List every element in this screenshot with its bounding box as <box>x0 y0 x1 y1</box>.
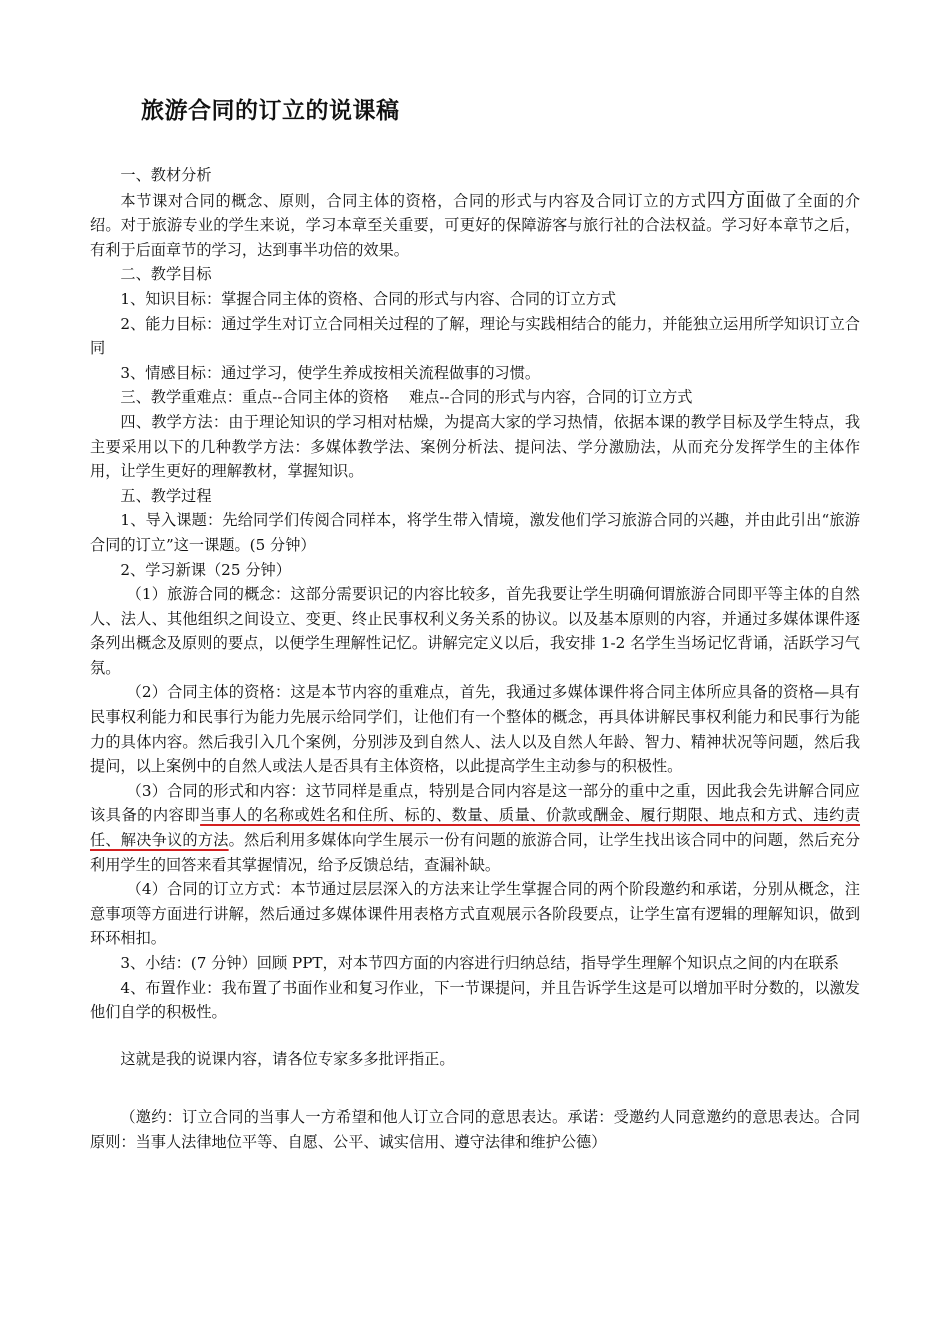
text-segment: （3）合同的形式和内容：这节同样是重点，特别是合同内容是这一部分的重中之重，因此我会先讲解合同应该具备的内容即 <box>90 781 860 825</box>
text-segment: 做了全面的介绍。对于旅游专业的学生来说，学习本章至关重要，可更好的保障游客与旅行社的合法权益。学习好本章节之后，有利于后面章节的学习，达到事半功倍的效果。 <box>90 191 860 259</box>
step-summary: 3、小结：(7 分钟）回顾 PPT，对本节四方面的内容进行归纳总结，指导学生理解个知识点之间的内在联系 <box>120 954 839 972</box>
section-heading-2: 二、教学目标 <box>120 265 212 284</box>
text-segment: 。然后利用多媒体向学生展示一份有问题的旅游合同，让学生找出该合同中的问题，然后充分利用学生的回答来看其掌握情况，给予反馈总结，查漏补缺。 <box>90 831 861 874</box>
closing-remark: 这就是我的说课内容，请各位专家多多批评指正。 <box>120 1049 455 1068</box>
paragraph-material-analysis <box>90 188 860 263</box>
goal-knowledge: 1、知识目标：掌握合同主体的资格、合同的形式与内容、合同的订立方式 <box>120 289 617 308</box>
section-heading-1: 一、教材分析 <box>120 166 212 184</box>
section-key-points: 三、教学重难点：重点--合同主体的资格 难点--合同的形式与内容，合同的订立方式 <box>120 388 693 407</box>
sub-conclusion-method: （4）合同的订立方式：本节通过层层深入的方法来让学生掌握合同的两个阶段邀约和承诺，分别从概念，注意事项等方面进行讲解，然后通过多媒体课件用表格方式直观展示各阶段要点，让学生富有逻辑的理解知识，做到环环相扣。 <box>90 880 860 948</box>
section-methods: 四、教学方法：由于理论知识的学习相对枯燥，为提高大家的学习热情，依据本课的教学目标及学生特点，我主要采用以下的几种教学方法：多媒体教学法、案例分析法、提问法、学分激励法，从而充分发挥学生的主体作用，让学生更好的理解教材，掌握知识。 <box>90 412 860 481</box>
step-homework: 4、布置作业：我布置了书面作业和复习作业，下一节课提问，并且告诉学生这是可以增加平时分数的，以激发他们自学的积极性。 <box>90 978 860 1022</box>
sub-form-content <box>90 779 860 877</box>
document-body <box>90 163 860 1155</box>
section-heading-5: 五、教学过程 <box>120 486 212 505</box>
page-title: 旅游合同的订立的说课稿 <box>141 97 400 124</box>
emphasis-text: 四方面 <box>706 188 766 211</box>
sub-subject-qualification: （2）合同主体的资格：这是本节内容的重难点，首先，我通过多媒体课件将合同主体所应具备的资格—具有民事权利能力和民事行为能力先展示给同学们，让他们有一个整体的概念，再具体讲解民事权利能力和民事行为能力的具体内容。然后我引入几个案例，分别涉及到自然人、法人以及自然人年龄、智力、精神状况等问题，然后我提问，以上案例中的自然人或法人是否具有主体资格，以此提高学生主动参与的积极性。 <box>90 683 860 776</box>
goal-emotion: 3、情感目标：通过学习，使学生养成按相关流程做事的习惯。 <box>120 363 541 382</box>
underlined-text: 当事人的名称或姓名和住所、标的、数量、质量、价款或酬金、履行期限、地点和方式、违约责任、解决争议的方法 <box>90 806 861 850</box>
sub-concept: （1）旅游合同的概念：这部分需要识记的内容比较多，首先我要让学生明确何谓旅游合同即平等主体的自然人、法人、其他组织之间设立、变更、终止民事权利义务关系的协议。以及基本原则的内容，并通过多媒体课件逐条列出概念及原则的要点，以便学生理解性记忆。讲解完定义以后，我安排 1-2 名学生当场记忆背诵，活跃学习气氛。 <box>90 585 860 677</box>
step-introduction: 1、导入课题：先给同学们传阅合同样本，将学生带入情境，激发他们学习旅游合同的兴趣，并由此引出“旅游合同的订立”这一课题。(5 分钟） <box>90 511 860 554</box>
step-new-lesson: 2、学习新课（25 分钟） <box>120 560 291 579</box>
goal-ability: 2、能力目标：通过学生对订立合同相关过程的了解，理论与实践相结合的能力，并能独立运用所学知识订立合同 <box>90 314 860 358</box>
footnote: （邀约：订立合同的当事人一方希望和他人订立合同的意思表达。承诺：受邀约人同意邀约的意思表达。合同原则：当事人法律地位平等、自愿、公平、诚实信用、遵守法律和维护公德） <box>90 1108 860 1151</box>
text-segment: 本节课对合同的概念、原则，合同主体的资格，合同的形式与内容及合同订立的方式 <box>120 191 707 210</box>
